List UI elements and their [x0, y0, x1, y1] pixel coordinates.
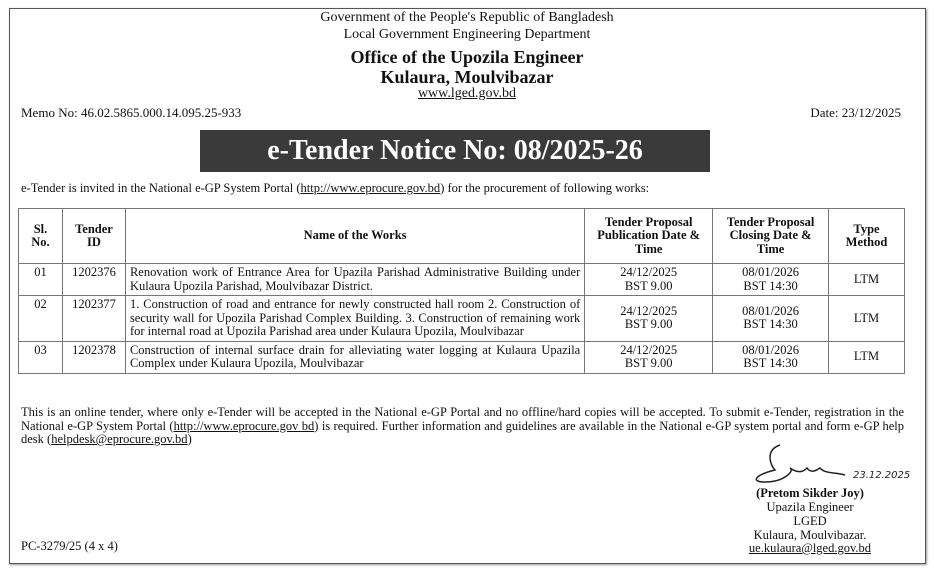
cell-tender-id: 1202378: [62, 341, 125, 373]
pub-time: BST 9.00: [624, 356, 673, 370]
signature: [745, 440, 915, 490]
pc-reference: PC-3279/25 (4 x 4): [21, 539, 118, 553]
signatory-email[interactable]: ue.kulaura@lged.gov.bd: [748, 541, 872, 555]
pub-date: 24/12/2025: [620, 303, 678, 318]
col-sl: Sl. No.: [19, 209, 63, 264]
eprocure-link[interactable]: http://www.eprocure.gov.bd: [300, 181, 441, 195]
cell-publication: [585, 296, 713, 342]
signatory-designation: Upazila Engineer: [766, 500, 854, 514]
close-date: 08/01/2026: [742, 303, 800, 318]
cell-closing: [713, 264, 829, 296]
cell-closing: [713, 296, 829, 342]
table-row: [19, 296, 905, 342]
pub-date: 24/12/2025: [620, 342, 678, 357]
table-row: [19, 341, 905, 373]
cell-work: 1. Construction of road and entrance for newly constructed hall room 2. Construction of security wall for Upozila Parishad Complex Building. 3. Construction of remaining work for internal road at Upozila Parishad area under Kulaura Upozila, Moulvibazar: [125, 296, 584, 342]
close-date: 08/01/2026: [742, 342, 800, 357]
close-time: BST 14:30: [743, 278, 798, 293]
footer-portal-link[interactable]: http://www.eprocure.gov bd: [173, 418, 315, 433]
intro-pre: e-Tender is invited in the National e-GP System Portal (: [21, 181, 301, 195]
pub-date: 24/12/2025: [620, 265, 678, 279]
close-date: 08/01/2026: [742, 265, 800, 279]
notice-date: Date: 23/12/2025: [810, 105, 901, 120]
cell-publication: [585, 341, 713, 373]
close-time: BST 14:30: [743, 356, 798, 370]
header-location: Kulaura, Moulvibazar: [380, 67, 554, 87]
signatory-org: LGED: [793, 514, 827, 528]
cell-work: Construction of internal surface drain for alleviating water logging at Kulaura Upazila Complex under Kulaura Upozila, Moulvibazar: [125, 341, 584, 373]
svg-text:23.12.2025: 23.12.2025: [853, 470, 911, 481]
cell-publication: [585, 264, 713, 296]
signatory-name: (Pretom Sikder Joy): [756, 486, 864, 500]
col-tender-id: Tender ID: [62, 209, 125, 264]
pub-time: BST 9.00: [624, 278, 673, 293]
intro-text: [21, 181, 649, 196]
notice-title: e-Tender Notice No: 08/2025-26: [200, 130, 710, 172]
footer-p2: ) is required. Further information and guidelines are available in the National e-GP system portal and form e-GP help desk (: [21, 418, 904, 446]
header-department: Local Government Engineering Department: [343, 27, 591, 42]
cell-closing: [713, 341, 829, 373]
header-website[interactable]: www.lged.gov.bd: [417, 86, 517, 101]
col-closing: Tender Proposal Closing Date & Time: [713, 209, 829, 264]
cell-tender-id: 1202376: [62, 264, 125, 296]
memo-number: Memo No: 46.02.5865.000.14.095.25-933: [21, 105, 242, 120]
table-row: [19, 264, 905, 296]
footer-p1: This is an online tender, where only e-Tender will be accepted in the National e-GP Portal and no offline/hard copies will be accepted. To submit e-Tender, registration in the National e-GP System Portal (: [21, 405, 904, 433]
col-work-name: Name of the Works: [125, 209, 584, 264]
pub-time: BST 9.00: [624, 317, 673, 332]
signatory-location: Kulaura, Moulvibazar.: [753, 528, 867, 542]
helpdesk-link[interactable]: helpdesk@eprocure.gov.bd: [51, 432, 188, 446]
cell-method: LTM: [829, 264, 905, 296]
cell-work: Renovation work of Entrance Area for Upazila Parishad Administrative Building under Kulaura Upozila Parishad, Moulvibazar District.: [125, 264, 584, 296]
cell-sl: 02: [19, 296, 63, 342]
cell-tender-id: 1202377: [62, 296, 125, 342]
header-government: Government of the People's Republic of Bangladesh: [320, 10, 614, 25]
cell-method: LTM: [829, 296, 905, 342]
col-method: Type Method: [829, 209, 905, 264]
col-publication: Tender Proposal Publication Date & Time: [585, 209, 713, 264]
cell-method: LTM: [829, 341, 905, 373]
cell-sl: 03: [19, 341, 63, 373]
footer-p3: ): [187, 432, 192, 446]
header-office: Office of the Upozila Engineer: [350, 47, 584, 67]
close-time: BST 14:30: [743, 317, 798, 332]
cell-sl: 01: [19, 264, 63, 296]
intro-post: ) for the procurement of following works:: [440, 181, 650, 195]
tender-table: [18, 208, 905, 374]
